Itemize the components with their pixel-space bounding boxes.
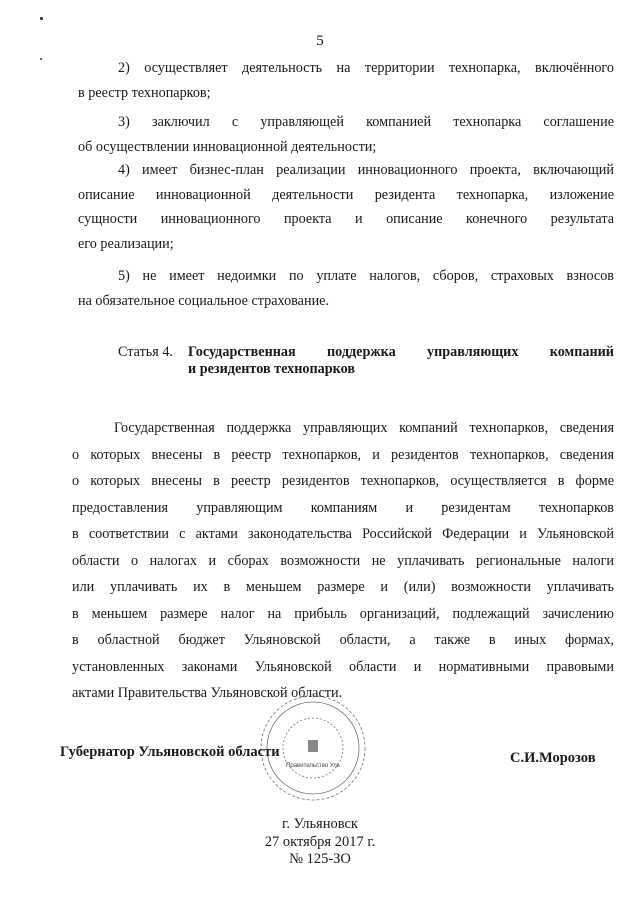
page-number: 5 xyxy=(316,33,324,49)
body-line: в областной бюджет Ульяновской области, а также в иных формах, xyxy=(72,632,614,648)
list-item xyxy=(78,264,614,313)
scan-mark xyxy=(40,58,42,60)
body-line: или уплачивать их в меньшем размере и (или) возможности уплачивать xyxy=(72,579,614,595)
list-item xyxy=(78,158,614,256)
article-title-line: и резидентов технопарков xyxy=(188,361,356,377)
list-line: в реестр технопарков; xyxy=(78,84,211,101)
list-line: 3) заключил с управляющей компанией технопарка соглашение xyxy=(118,114,614,130)
footer-city: г. Ульяновск xyxy=(282,816,358,832)
body-line: в соответствии с актами законодательства Российской Федерации и Ульяновской xyxy=(72,526,614,542)
body-line: установленных законами Ульяновской области и нормативными правовыми xyxy=(72,658,614,675)
stamp-text: Правительство Уль xyxy=(286,763,340,769)
list-line: сущности инновационного проекта и описание конечного результата xyxy=(78,211,614,227)
article-title xyxy=(188,344,614,378)
list-line: 2) осуществляет деятельность на территории технопарка, включённого xyxy=(118,60,614,76)
article-body xyxy=(72,415,614,707)
signatory-position: Губернатор Ульяновской области xyxy=(60,744,280,760)
body-line: области о налогах и сборах возможности не уплачивать региональные налоги xyxy=(72,552,614,569)
list-line: его реализации; xyxy=(78,235,174,252)
document-footer xyxy=(0,816,640,869)
body-line: предоставления управляющим компаниям и резидентам технопарков xyxy=(72,499,614,516)
body-line: Государственная поддержка управляющих компаний технопарков, сведения xyxy=(114,420,614,436)
list-line: 4) имеет бизнес-план реализации инновационного проекта, включающий xyxy=(118,162,614,178)
body-line: о которых внесены в реестр резидентов технопарков, осуществляется в форме xyxy=(72,473,614,489)
body-line: в меньшем размере налог на прибыль организаций, подлежащий зачислению xyxy=(72,605,614,622)
list-line: описание инновационной деятельности резидента технопарка, изложение xyxy=(78,186,614,203)
list-line: 5) не имеет недоимки по уплате налогов, сборов, страховых взносов xyxy=(118,268,614,284)
footer-date: 27 октября 2017 г. xyxy=(264,833,376,850)
article-number: Статья 4. xyxy=(118,344,173,360)
body-line: о которых внесены в реестр технопарков, и резидентов технопарков, сведения xyxy=(72,446,614,463)
list-line: на обязательное социальное страхование. xyxy=(78,292,330,309)
list-item xyxy=(78,110,614,159)
footer-number: № 125-ЗО xyxy=(289,851,351,867)
list-line: об осуществлении инновационной деятельности; xyxy=(78,138,377,155)
signatory-name: С.И.Морозов xyxy=(510,750,596,766)
body-line: актами Правительства Ульяновской области. xyxy=(72,685,343,701)
scan-mark xyxy=(40,17,43,20)
article-title-line: Государственная поддержка управляющих компаний xyxy=(188,344,614,360)
list-item xyxy=(78,56,614,105)
